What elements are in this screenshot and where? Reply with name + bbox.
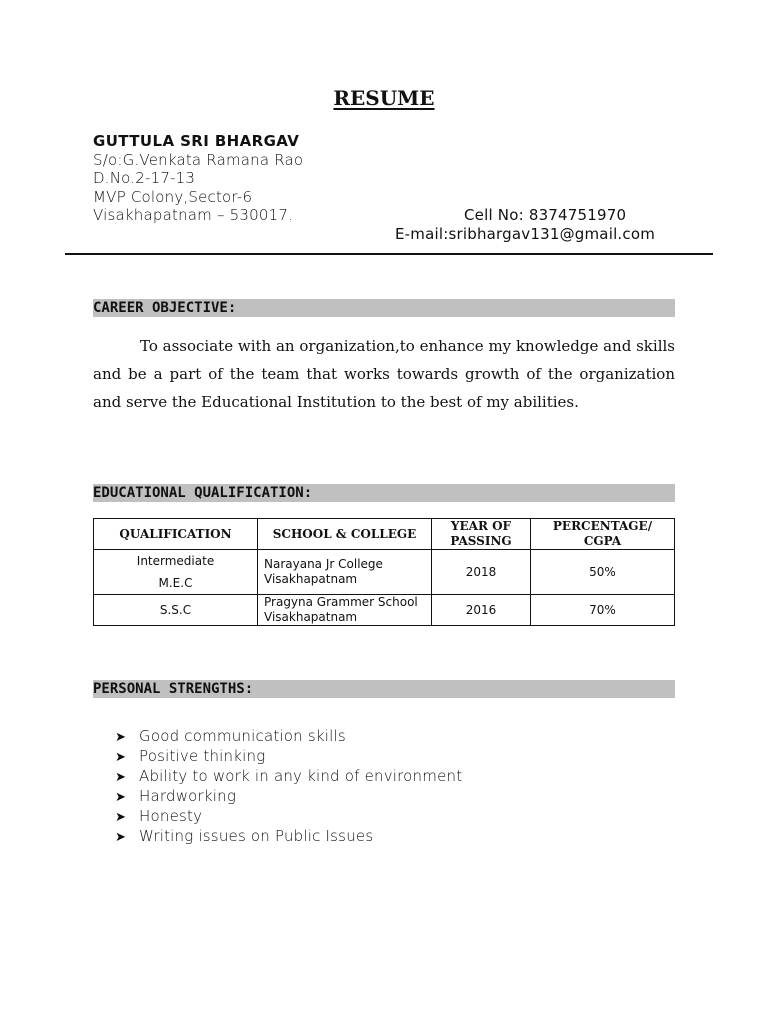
qualification-cell: S.S.C	[94, 595, 258, 626]
list-item	[115, 826, 462, 846]
arrow-bullet-icon: ➤	[115, 750, 127, 765]
column-header-percentage: PERCENTAGE/ CGPA	[531, 519, 675, 550]
address-line-guardian: S/o:G.Venkata Ramana Rao	[93, 151, 304, 169]
strength-text: Writing issues on Public Issues	[139, 827, 374, 845]
personal-strengths-heading: PERSONAL STRENGTHS:	[93, 680, 675, 698]
list-item	[115, 806, 462, 826]
education-table	[93, 518, 675, 626]
career-objective-text: To associate with an organization,to enhance my knowledge and skills and be a part of the team that works towards growth of the organization and serve the Educational Institution to the best of my abilities.	[93, 337, 675, 411]
school-cell: Pragyna Grammer School Visakhapatnam	[258, 595, 432, 626]
list-item	[115, 786, 462, 806]
candidate-name: GUTTULA SRI BHARGAV	[93, 132, 300, 150]
resume-title	[0, 86, 768, 110]
arrow-bullet-icon: ➤	[115, 730, 127, 745]
education-heading: EDUCATIONAL QUALIFICATION:	[93, 484, 675, 502]
address-line-locality: MVP Colony,Sector-6	[93, 188, 253, 206]
strength-text: Ability to work in any kind of environment	[139, 767, 463, 785]
address-line-city: Visakhapatnam – 530017.	[93, 206, 294, 224]
qualification-cell	[94, 550, 258, 595]
header-divider	[65, 253, 713, 255]
education-table-header-row	[94, 519, 675, 550]
strength-text: Good communication skills	[139, 727, 346, 745]
percentage-cell: 50%	[531, 550, 675, 595]
column-header-school: SCHOOL & COLLEGE	[258, 519, 432, 550]
year-cell: 2016	[432, 595, 531, 626]
strength-text: Hardworking	[139, 787, 237, 805]
address-line-door-number: D.No.2-17-13	[93, 169, 196, 187]
cell-number: Cell No: 8374751970	[464, 206, 627, 224]
list-item	[115, 726, 462, 746]
year-cell: 2018	[432, 550, 531, 595]
strength-text: Honesty	[139, 807, 203, 825]
strength-text: Positive thinking	[139, 747, 266, 765]
email-address: E-mail:sribhargav131@gmail.com	[395, 225, 656, 243]
percentage-cell: 70%	[531, 595, 675, 626]
qualification-name: Intermediate	[136, 554, 215, 568]
list-item	[115, 746, 462, 766]
strengths-list	[115, 726, 462, 846]
list-item	[115, 766, 462, 786]
qualification-group: M.E.C	[158, 576, 193, 590]
column-header-qualification: QUALIFICATION	[94, 519, 258, 550]
school-cell: Narayana Jr College Visakhapatnam	[258, 550, 432, 595]
table-row	[94, 550, 675, 595]
arrow-bullet-icon: ➤	[115, 770, 127, 785]
arrow-bullet-icon: ➤	[115, 790, 127, 805]
career-objective-heading: CAREER OBJECTIVE:	[93, 299, 675, 317]
resume-title-text: RESUME	[333, 86, 435, 110]
table-row	[94, 595, 675, 626]
arrow-bullet-icon: ➤	[115, 830, 127, 845]
arrow-bullet-icon: ➤	[115, 810, 127, 825]
column-header-year: YEAR OF PASSING	[432, 519, 531, 550]
